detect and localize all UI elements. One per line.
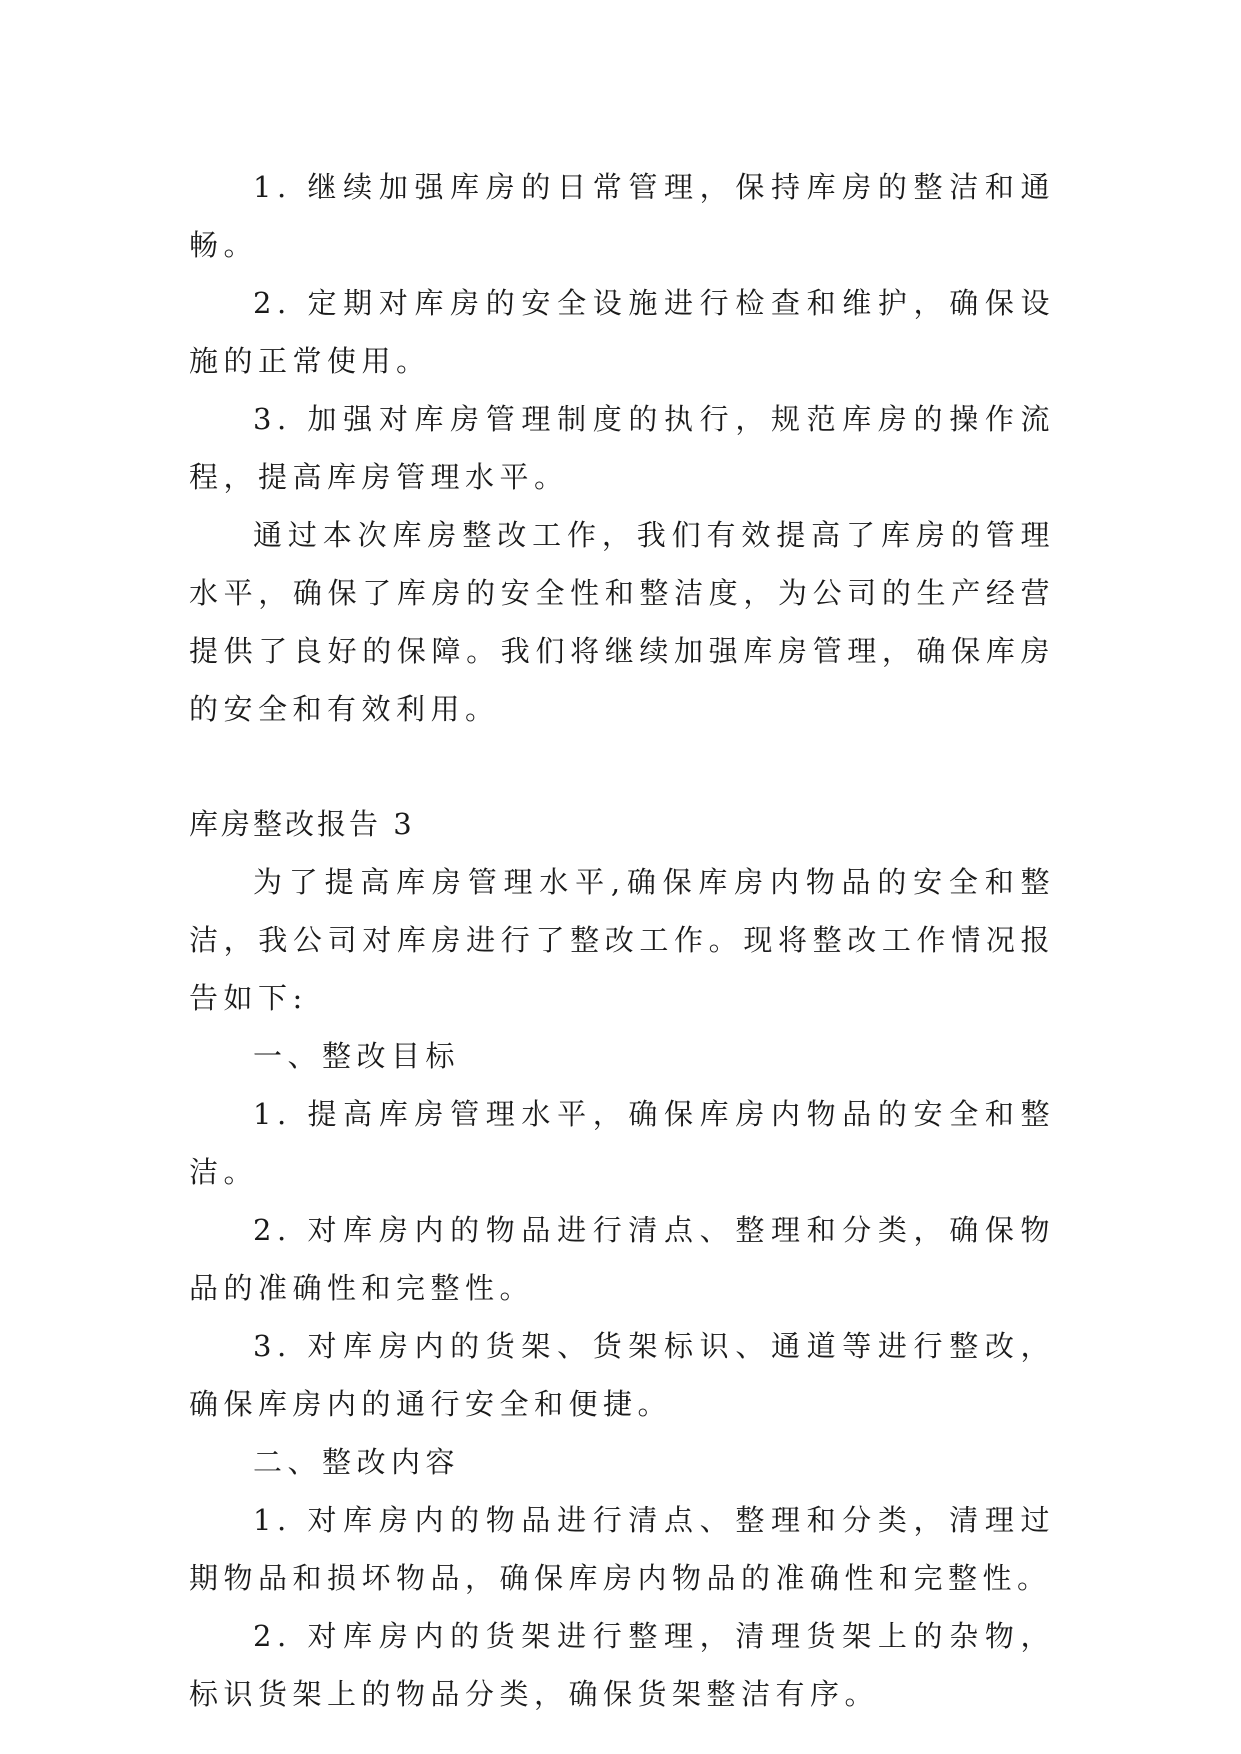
list-item-goal-1: 1. 提高库房管理水平，确保库房内物品的安全和整洁。 [189,1097,1055,1189]
list-item-regulation: 3. 加强对库房管理制度的执行，规范库房的操作流程，提高库房管理水平。 [189,402,1055,494]
section-title: 库房整改报告 3 [189,807,415,841]
list-item-maintain: 1. 继续加强库房的日常管理，保持库房的整洁和通畅。 [189,170,1055,262]
list-item-content-1: 1. 对库房内的物品进行清点、整理和分类，清理过期物品和损坏物品，确保库房内物品的准确性和完整性。 [189,1503,1055,1595]
list-item-content-2: 2. 对库房内的货架进行整理，清理货架上的杂物，标识货架上的物品分类，确保货架整洁有序。 [189,1619,1055,1711]
list-item-safety-check: 2. 定期对库房的安全设施进行检查和维护，确保设施的正常使用。 [189,286,1055,378]
list-item-goal-2: 2. 对库房内的物品进行清点、整理和分类，确保物品的准确性和完整性。 [189,1213,1055,1305]
subheading-content: 二、整改内容 [253,1445,461,1479]
subheading-goals: 一、整改目标 [253,1039,461,1073]
list-item-goal-3: 3. 对库房内的货架、货架标识、通道等进行整改，确保库房内的通行安全和便捷。 [189,1329,1055,1421]
intro-paragraph: 为了提高库房管理水平,确保库房内物品的安全和整洁，我公司对库房进行了整改工作。现将整改工作情况报告如下: [189,865,1055,1015]
conclusion-paragraph: 通过本次库房整改工作，我们有效提高了库房的管理水平，确保了库房的安全性和整洁度，为公司的生产经营提供了良好的保障。我们将继续加强库房管理，确保库房的安全和有效利用。 [189,518,1055,726]
document-body [189,158,1055,1723]
